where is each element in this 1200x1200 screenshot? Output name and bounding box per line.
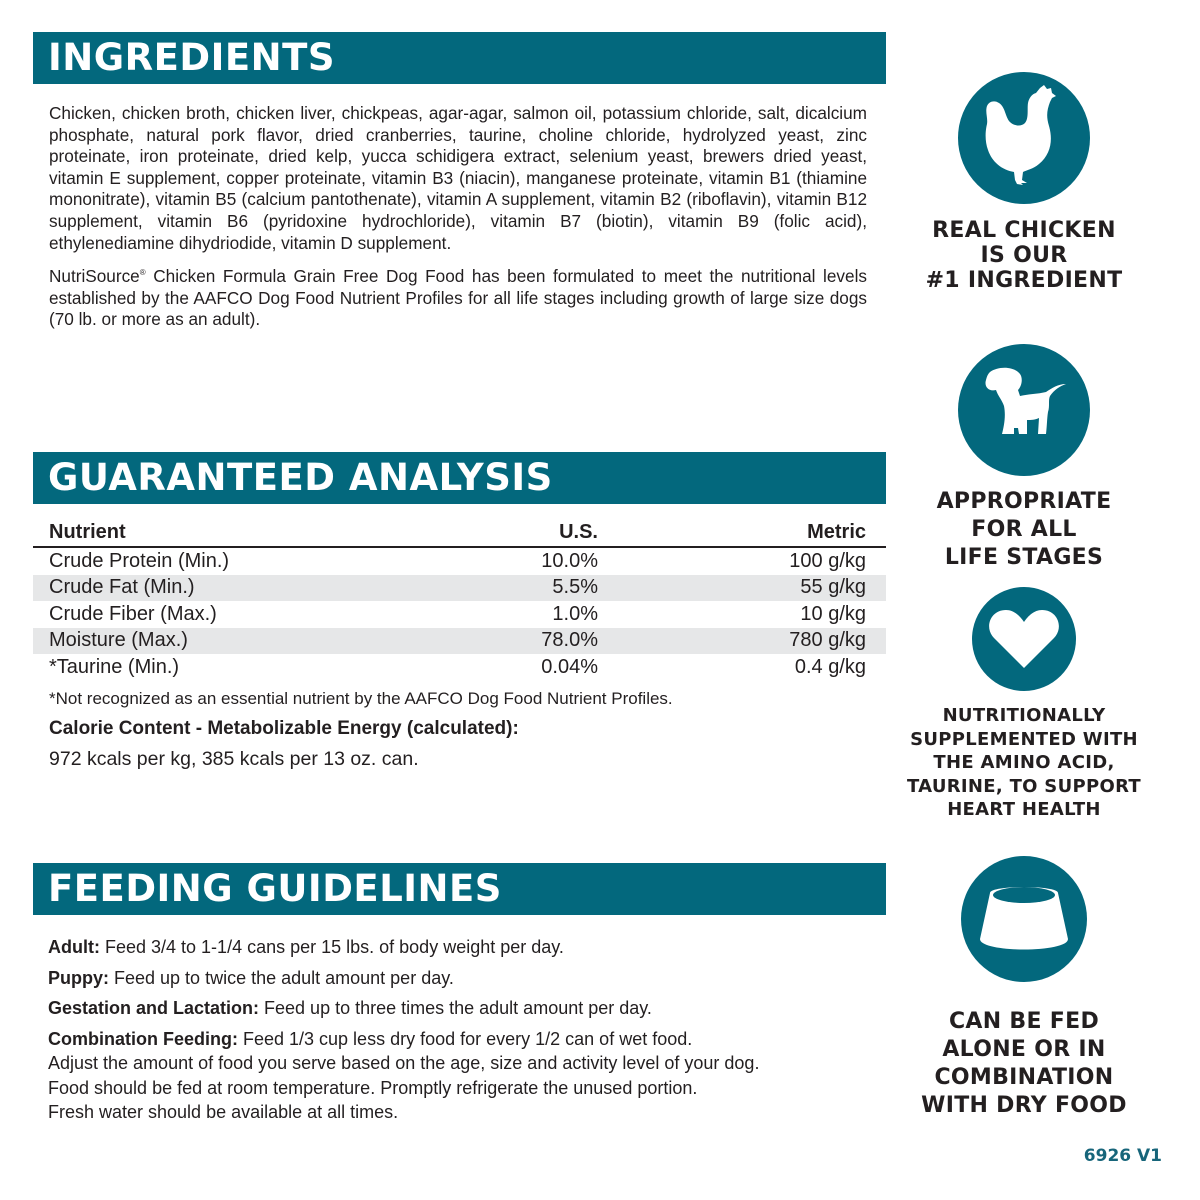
header-nutrient: Nutrient bbox=[49, 521, 126, 543]
badge-caption bbox=[895, 488, 1153, 572]
taurine-footnote: *Not recognized as an essential nutrient by the AAFCO Dog Food Nutrient Profiles. bbox=[49, 689, 673, 708]
registered-mark: ® bbox=[139, 268, 146, 278]
us-value: 78.0% bbox=[541, 629, 598, 652]
caption-line: IS OUR bbox=[980, 243, 1068, 268]
table-row bbox=[33, 654, 886, 681]
caption-line: SUPPLEMENTED WITH bbox=[910, 728, 1138, 750]
feeding-label: Puppy: bbox=[48, 967, 109, 988]
feeding-item-adult bbox=[48, 935, 888, 966]
ingredients-block bbox=[49, 103, 867, 331]
us-value: 5.5% bbox=[552, 576, 598, 599]
caption-line: WITH DRY FOOD bbox=[921, 1093, 1127, 1118]
header-metric: Metric bbox=[807, 521, 866, 543]
caption-line: REAL CHICKEN bbox=[932, 218, 1116, 243]
us-value: 0.04% bbox=[541, 655, 598, 678]
feeding-text: Feed up to twice the adult amount per day. bbox=[109, 967, 454, 988]
caption-line: NUTRITIONALLY bbox=[942, 705, 1106, 726]
calorie-content-title: Calorie Content - Metabolizable Energy (calculated): bbox=[49, 718, 519, 739]
version-code: 6926 V1 bbox=[1083, 1146, 1162, 1166]
analysis-heading: GUARANTEED ANALYSIS bbox=[33, 452, 886, 504]
analysis-table bbox=[33, 520, 886, 681]
table-row bbox=[33, 575, 886, 602]
puppy-icon bbox=[958, 344, 1090, 476]
feeding-heading: FEEDING GUIDELINES bbox=[33, 863, 886, 915]
feeding-label: Adult: bbox=[48, 937, 100, 957]
nutrient-name: Moisture (Max.) bbox=[49, 629, 188, 652]
feeding-item-combination bbox=[48, 1027, 888, 1052]
feeding-label: Gestation and Lactation: bbox=[48, 998, 260, 1018]
feeding-text: Feed up to three times the adult amount per day. bbox=[259, 998, 652, 1018]
calorie-content-value: 972 kcals per kg, 385 kcals per 13 oz. can. bbox=[49, 748, 419, 770]
feeding-note: Fresh water should be available at all times. bbox=[48, 1102, 399, 1122]
caption-line: APPROPRIATE bbox=[936, 489, 1112, 514]
table-row bbox=[33, 601, 886, 628]
feeding-label: Combination Feeding: bbox=[48, 1028, 238, 1049]
badge-caption bbox=[895, 1008, 1153, 1120]
nutrient-name: Crude Fiber (Max.) bbox=[49, 602, 217, 625]
ingredients-heading: INGREDIENTS bbox=[33, 32, 886, 84]
nutrient-name: *Taurine (Min.) bbox=[49, 655, 180, 678]
badge-real-chicken bbox=[895, 72, 1153, 293]
feeding-note: Adjust the amount of food you serve based on the age, size and activity level of your dog. bbox=[48, 1053, 760, 1073]
badge-heart-health bbox=[895, 587, 1153, 822]
heart-icon bbox=[972, 587, 1076, 691]
aafco-statement-text: Chicken Formula Grain Free Dog Food has been formulated to meet the nutritional levels established by the AAFCO Dog Food Nutrient Profiles for all life stages including growth of large size dogs (70 lb. or more as an adult). bbox=[49, 266, 867, 330]
caption-line: CAN BE FED bbox=[948, 1009, 1100, 1034]
caption-line: THE AMINO ACID, bbox=[933, 752, 1115, 773]
badge-caption bbox=[895, 704, 1153, 822]
metric-value: 100 g/kg bbox=[789, 549, 866, 572]
metric-value: 780 g/kg bbox=[789, 629, 866, 652]
feeding-guidelines bbox=[48, 935, 888, 1125]
ingredients-list: Chicken, chicken broth, chicken liver, chickpeas, agar-agar, salmon oil, potassium chloride, salt, dicalcium phosphate, natural pork flavor, dried cranberries, taurine, choline chloride, hydrolyzed yeast, zinc proteinate, iron proteinate, dried kelp, yucca schidigera extract, selenium yeast, brewers dried yeast, vitamin E supplement, copper proteinate, vitamin B3 (niacin), manganese proteinate, vitamin B1 (thiamine mononitrate), vitamin B5 (calcium pantothenate), vitamin A supplement, vitamin B2 (riboflavin), vitamin B12 supplement, vitamin B6 (pyridoxine hydrochloride), vitamin B7 (biotin), vitamin B9 (folic acid), ethylenediamine dihydriodide, vitamin D supplement. bbox=[49, 103, 867, 253]
caption-line: HEART HEALTH bbox=[947, 799, 1101, 820]
feeding-item-puppy bbox=[48, 966, 888, 997]
feeding-text: Feed 1/3 cup less dry food for every 1/2 can of wet food. bbox=[237, 1028, 693, 1049]
badge-combination-feeding bbox=[895, 856, 1153, 1120]
us-value: 1.0% bbox=[552, 602, 598, 625]
caption-line: FOR ALL bbox=[971, 517, 1077, 542]
metric-value: 0.4 g/kg bbox=[794, 655, 866, 678]
metric-value: 55 g/kg bbox=[800, 576, 866, 599]
brand-name: NutriSource bbox=[49, 266, 140, 287]
nutrient-name: Crude Fat (Min.) bbox=[49, 576, 195, 599]
feeding-item-gestation bbox=[48, 996, 888, 1027]
nutrient-name: Crude Protein (Min.) bbox=[49, 549, 230, 572]
badge-life-stages bbox=[895, 344, 1153, 572]
aafco-statement bbox=[49, 262, 867, 331]
table-header bbox=[33, 520, 886, 548]
metric-value: 10 g/kg bbox=[800, 602, 866, 625]
bowl-icon bbox=[961, 856, 1087, 982]
us-value: 10.0% bbox=[541, 549, 598, 572]
caption-line: LIFE STAGES bbox=[944, 545, 1104, 570]
caption-line: TAURINE, TO SUPPORT bbox=[906, 775, 1142, 797]
table-row bbox=[33, 548, 886, 575]
caption-line: #1 INGREDIENT bbox=[925, 268, 1123, 293]
caption-line: ALONE OR IN bbox=[942, 1037, 1106, 1062]
feeding-text: Feed 3/4 to 1-1/4 cans per 15 lbs. of body weight per day. bbox=[99, 937, 564, 957]
caption-line: COMBINATION bbox=[934, 1065, 1114, 1090]
chicken-icon bbox=[958, 72, 1090, 204]
feeding-note: Food should be fed at room temperature. Promptly refrigerate the unused portion. bbox=[48, 1077, 698, 1098]
table-row bbox=[33, 628, 886, 655]
header-us: U.S. bbox=[559, 521, 598, 543]
badge-caption bbox=[895, 218, 1153, 293]
